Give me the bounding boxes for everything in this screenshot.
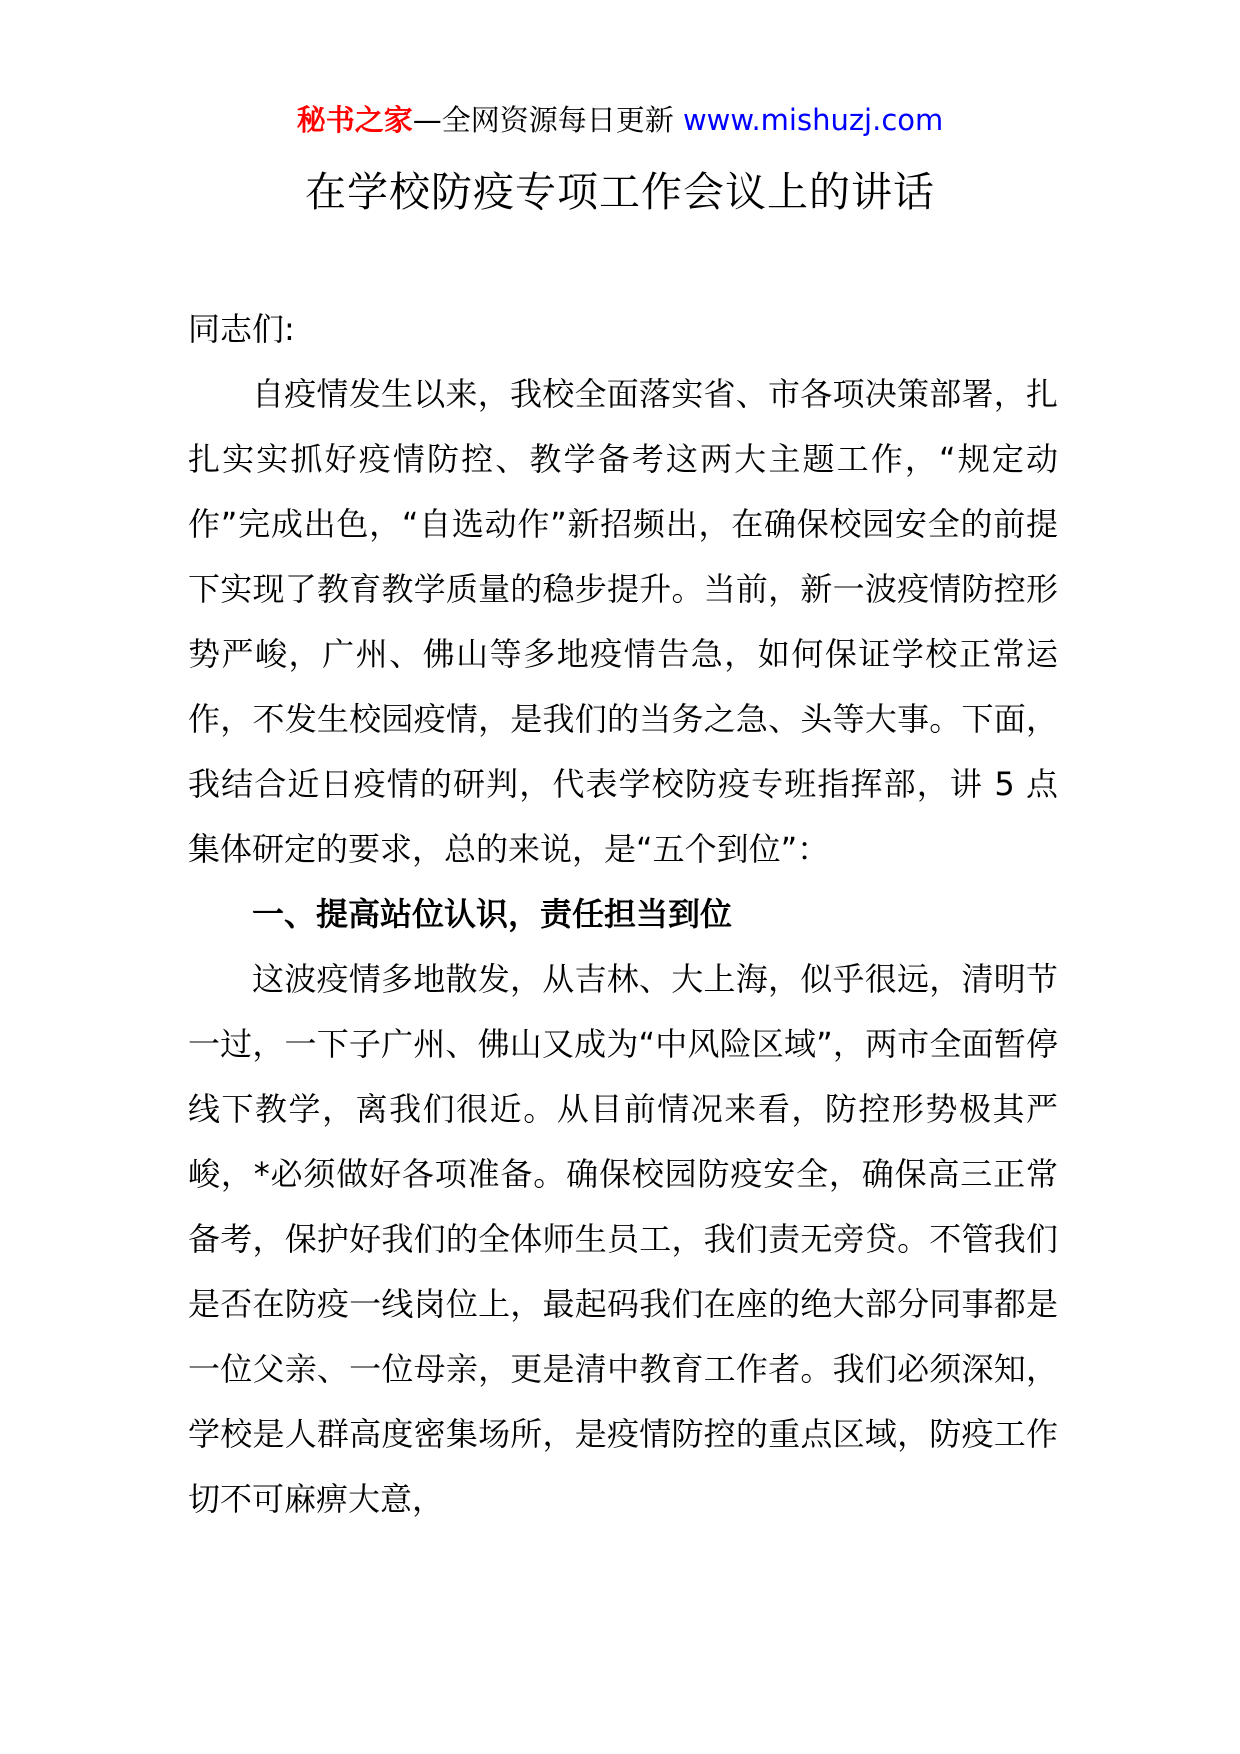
site-header xyxy=(0,100,1240,140)
paragraph-intro: 自疫情发生以来，我校全面落实省、市各项决策部署，扎扎实实抓好疫情防控、教学备考这两大主题工作，“规定动作”完成出色，“自选动作”新招频出，在确保校园安全的前提下实现了教育教学质量的稳步提升。当前，新一波疫情防控形势严峻，广州、佛山等多地疫情告急，如何保证学校正常运作，不发生校园疫情，是我们的当务之急、头等大事。下面，我结合近日疫情的研判，代表学校防疫专班指挥部，讲 5 点集体研定的要求，总的来说，是“五个到位”： xyxy=(188,375,1058,868)
header-tagline: —全网资源每日更新 xyxy=(412,103,683,137)
document-title: 在学校防疫专项工作会议上的讲话 xyxy=(305,168,935,216)
brand-name: 秘书之家 xyxy=(296,103,413,137)
section-heading-1: 一、提高站位认识，责任担当到位 xyxy=(252,895,733,933)
document-body xyxy=(188,297,1058,1532)
site-url-link[interactable]: www.mishuzj.com xyxy=(682,103,944,137)
paragraph-section-1: 这波疫情多地散发，从吉林、大上海，似乎很远，清明节一过，一下子广州、佛山又成为“中风险区域”，两市全面暂停线下教学，离我们很近。从目前情况来看，防控形势极其严峻，*必须做好各项准备。确保校园防疫安全，确保高三正常备考，保护好我们的全体师生员工，我们责无旁贷。不管我们是否在防疫一线岗位上，最起码我们在座的绝大部分同事都是一位父亲、一位母亲，更是清中教育工作者。我们必须深知，学校是人群高度密集场所，是疫情防控的重点区域，防疫工作切不可麻痹大意， xyxy=(188,960,1058,1518)
salutation: 同志们: xyxy=(188,310,295,348)
